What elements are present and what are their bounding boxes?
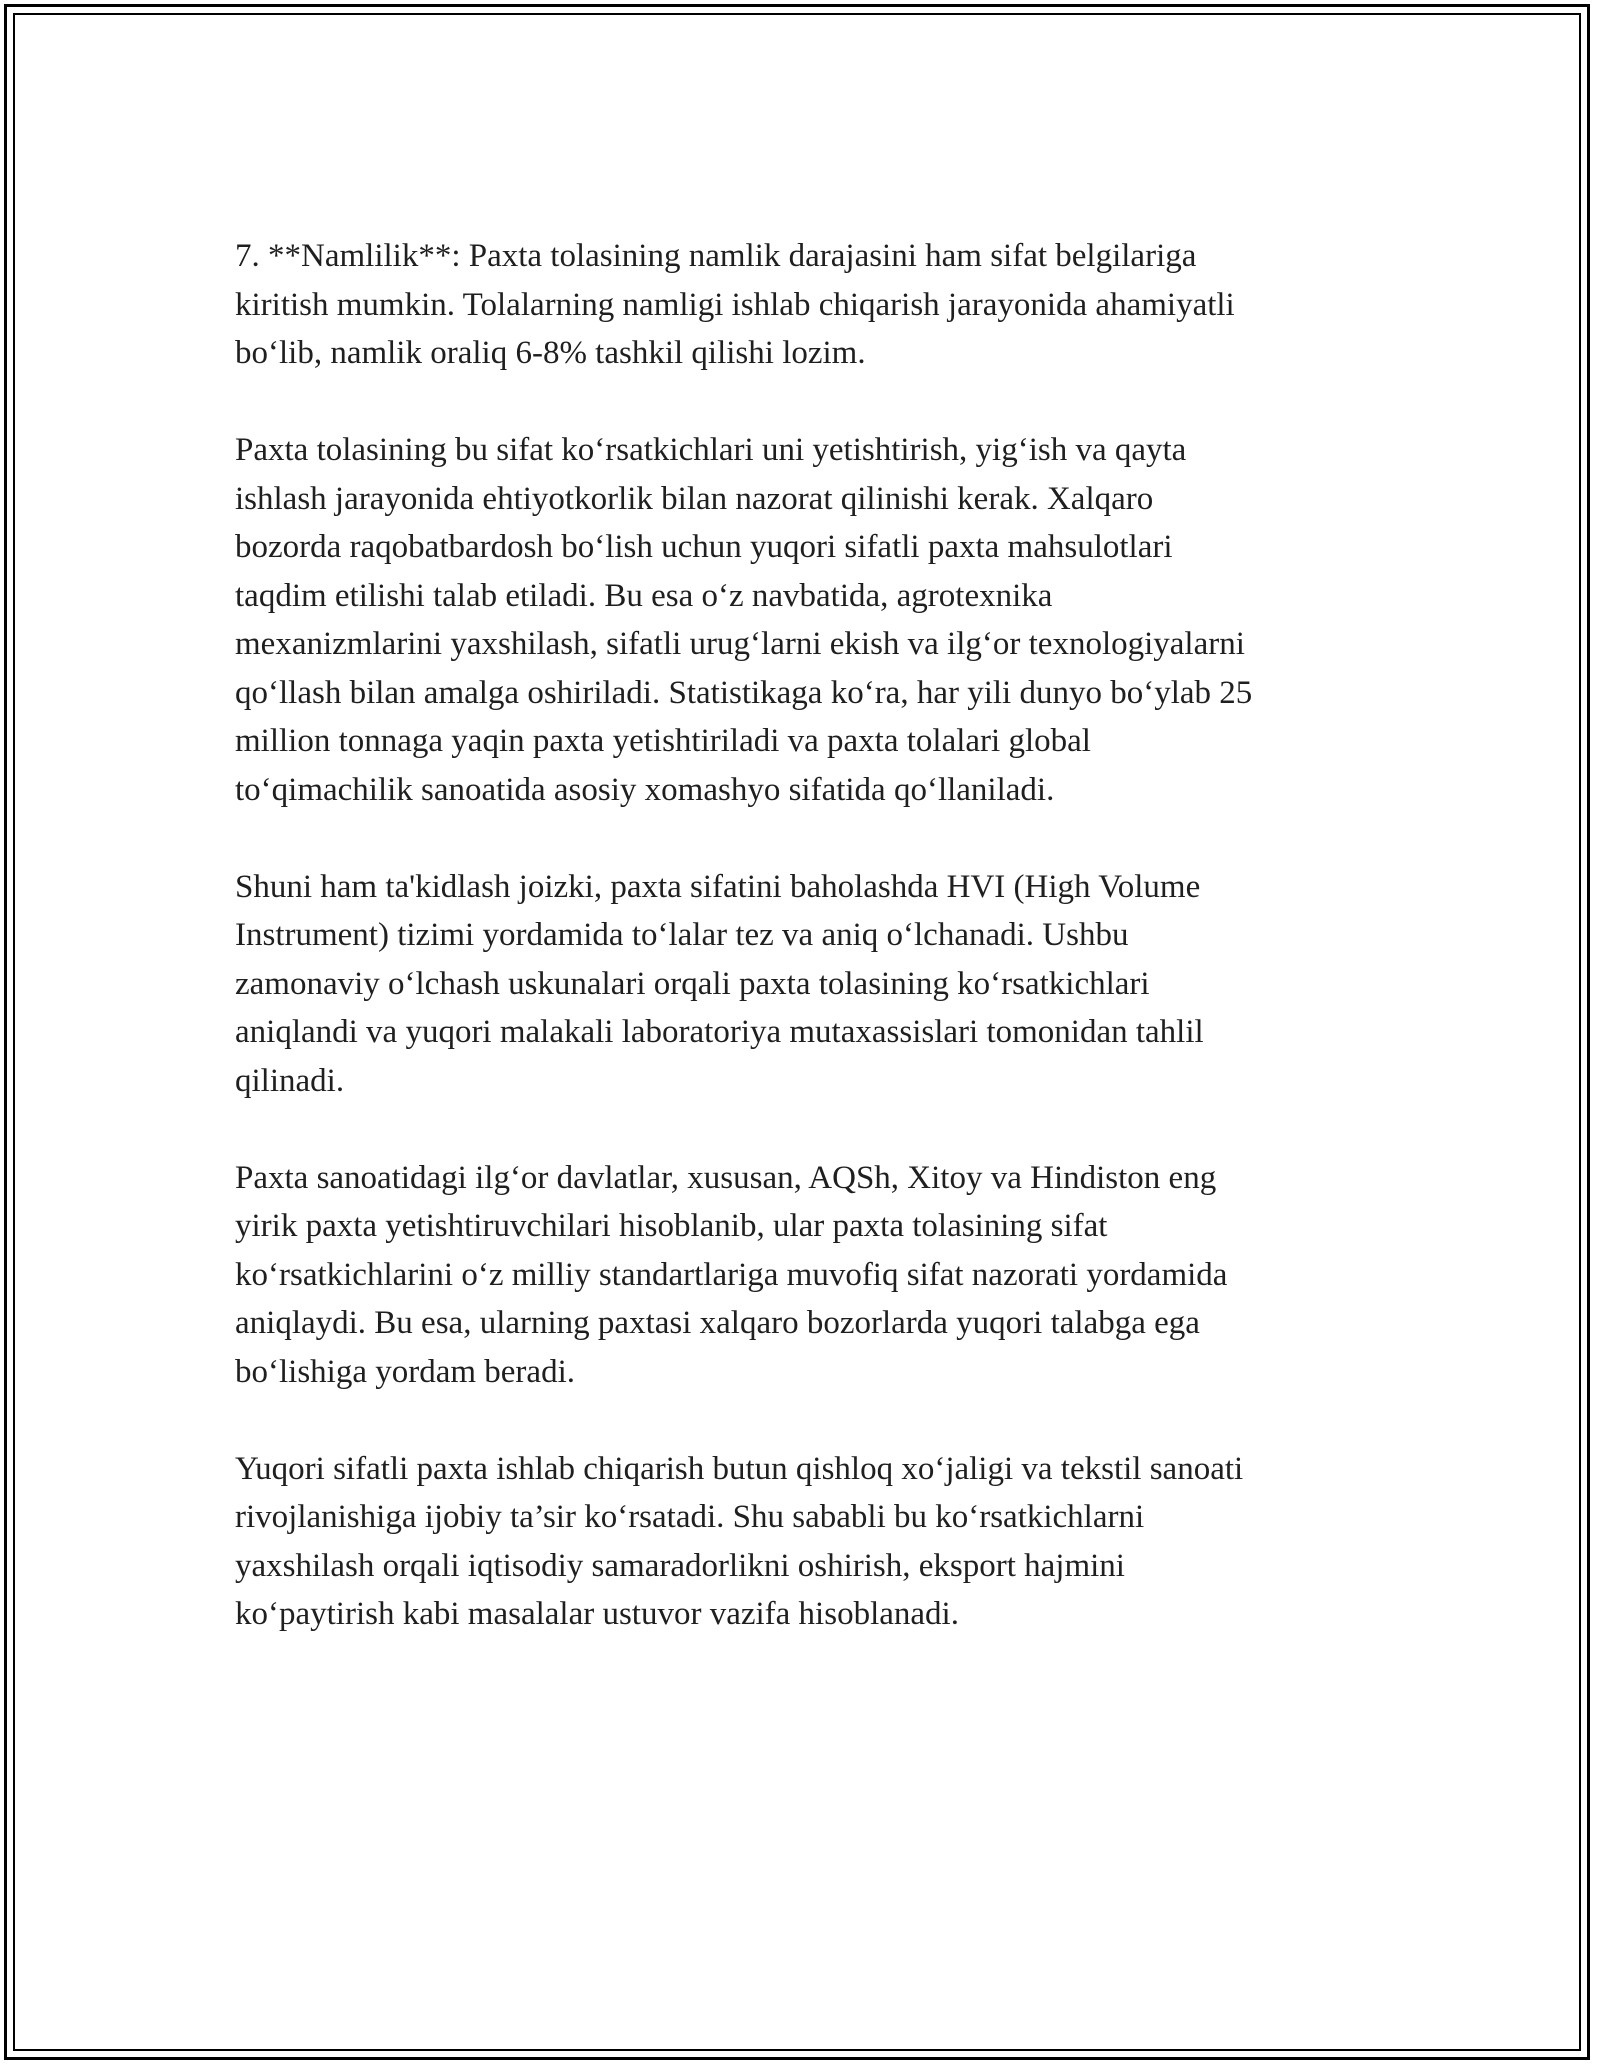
text-line: to‘qimachilik sanoatida asosiy xomashyo sifatida qo‘llaniladi. (235, 771, 1055, 808)
text-line: mexanizmlarini yaxshilash, sifatli urug‘larni ekish va ilg‘or texnologiyalarni (235, 626, 1245, 662)
text-line: Paxta tolasining bu sifat ko‘rsatkichlari uni yetishtirish, yig‘ish va qayta (235, 432, 1187, 468)
text-line: qilinadi. (235, 1062, 345, 1099)
paragraph-hvi-system (235, 863, 1375, 1106)
text-line: Shuni ham ta'kidlash joizki, paxta sifatini baholashda HVI (High Volume (235, 868, 1201, 905)
text-line: aniqlandi va yuqori malakali laboratoriya mutaxassislari tomonidan tahlil (235, 1014, 1204, 1050)
text-line: Instrument) tizimi yordamida to‘lalar tez va aniq o‘lchanadi. Ushbu (235, 917, 1129, 953)
text-line: taqdim etilishi talab etiladi. Bu esa o‘z navbatida, agrotexnika (235, 577, 1053, 614)
document-body (235, 232, 1375, 1687)
text-line: ko‘paytirish kabi masalalar ustuvor vazifa hisoblanadi. (235, 1596, 959, 1632)
text-line: 7. **Namlilik**: Paxta tolasining namlik darajasini ham sifat belgilariga (235, 238, 1197, 274)
text-line: Yuqori sifatli paxta ishlab chiqarish butun qishloq xo‘jaligi va tekstil sanoati (235, 1450, 1244, 1487)
paragraph-leading-countries (235, 1154, 1375, 1397)
text-line: bo‘lib, namlik oraliq 6-8% tashkil qilishi lozim. (235, 335, 866, 371)
paragraph-namlilik (235, 232, 1375, 378)
text-line: aniqlaydi. Bu esa, ularning paxtasi xalqaro bozorlarda yuqori talabga ega (235, 1305, 1200, 1341)
text-line: kiritish mumkin. Tolalarning namligi ishlab chiqarish jarayonida ahamiyatli (235, 286, 1235, 323)
text-line: qo‘llash bilan amalga oshiriladi. Statistikaga ko‘ra, har yili dunyo bo‘ylab 25 (235, 674, 1253, 711)
text-line: zamonaviy o‘lchash uskunalari orqali paxta tolasining ko‘rsatkichlari (235, 965, 1150, 1002)
paragraph-conclusion (235, 1445, 1375, 1639)
text-line: yirik paxta yetishtiruvchilari hisoblanib, ular paxta tolasining sifat (235, 1208, 1108, 1244)
text-line: rivojlanishiga ijobiy ta’sir ko‘rsatadi. Shu sababli bu ko‘rsatkichlarni (235, 1499, 1145, 1535)
text-line: Paxta sanoatidagi ilg‘or davlatlar, xususan, AQSh, Xitoy va Hindiston eng (235, 1159, 1217, 1196)
text-line: bozorda raqobatbardosh bo‘lish uchun yuqori sifatli paxta mahsulotlari (235, 529, 1173, 565)
text-line: yaxshilash orqali iqtisodiy samaradorlikni oshirish, eksport hajmini (235, 1547, 1125, 1584)
text-line: bo‘lishiga yordam beradi. (235, 1353, 575, 1390)
text-line: ishlash jarayonida ehtiyotkorlik bilan nazorat qilinishi kerak. Xalqaro (235, 480, 1154, 517)
text-line: ko‘rsatkichlarini o‘z milliy standartlariga muvofiq sifat nazorati yordamida (235, 1256, 1228, 1293)
text-line: million tonnaga yaqin paxta yetishtiriladi va paxta tolalari global (235, 723, 1091, 759)
paragraph-quality-control (235, 426, 1375, 814)
